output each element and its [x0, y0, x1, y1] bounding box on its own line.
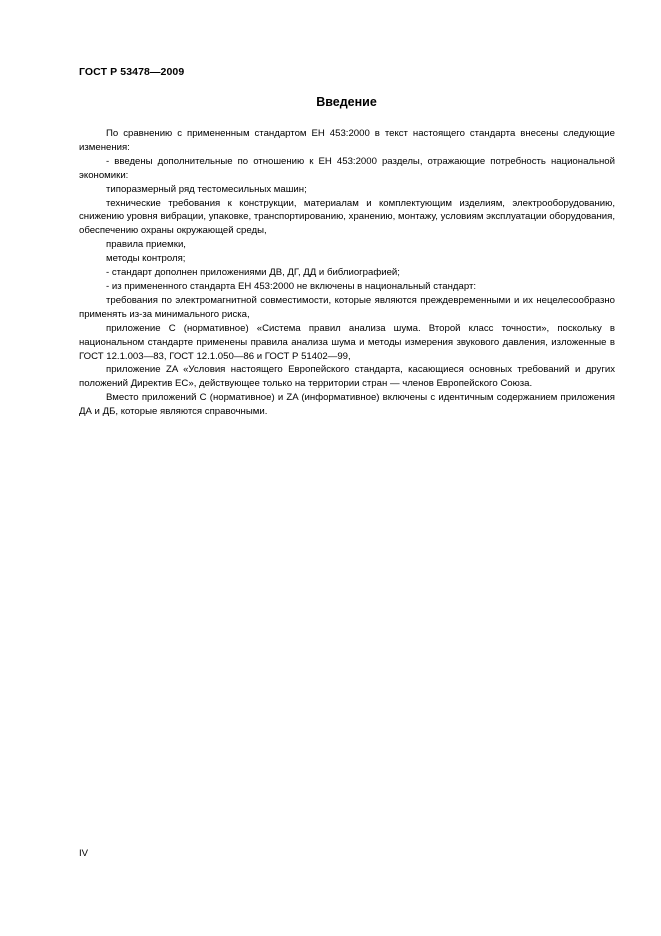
paragraph-control-methods: методы контроля; — [106, 253, 186, 265]
paragraph-annex-za: приложение ZA «Условия настоящего Европейского стандарта, касающиеся основных требований и других положений Директив ЕС», действующее только на территории стран — членов Европейского Союза. — [79, 364, 615, 390]
paragraph-annexes-added: - стандарт дополнен приложениями ДВ, ДГ, ДД и библиографией; — [106, 267, 400, 279]
paragraph-replacement: Вместо приложений С (нормативное) и ZA (информативное) включены с идентичным содержанием приложения ДА и ДБ, которые являются справочными. — [79, 392, 615, 418]
section-title: Введение — [316, 95, 377, 109]
paragraph-acceptance-rules: правила приемки, — [106, 239, 186, 251]
page-number: IV — [79, 848, 89, 859]
introduction-body — [79, 127, 615, 419]
paragraph-added-sections: - введены дополнительные по отношению к ЕН 453:2000 разделы, отражающие потребность национальной экономики: — [79, 155, 615, 181]
paragraph-excluded: - из примененного стандарта ЕН 453:2000 не включены в национальный стандарт: — [106, 280, 477, 292]
paragraph-intro: По сравнению с примененным стандартом ЕН 453:2000 в текст настоящего стандарта внесены следующие изменения: — [79, 128, 615, 153]
paragraph-emc-requirements: требования по электромагнитной совместимости, которые являются преждевременными и их нецелесообразно применять из-за минимального риска, — [79, 294, 615, 320]
paragraph-technical-requirements: технические требования к конструкции, материалам и комплектующим изделиям, электрооборудованию, снижению уровня вибрации, упаковке, транспортированию, хранению, монтажу, условиям эксплуатации оборудования, обеспечению охраны окружающей среды, — [79, 197, 615, 237]
paragraph-annex-c: приложение С (нормативное) «Система правил анализа шума. Второй класс точности», поскольку в национальном стандарте применены правила анализа шума и методы измерения звукового давления, изложенные в ГОСТ 12.1.003—83, ГОСТ 12.1.050—86 и ГОСТ Р 51402—99, — [79, 322, 615, 362]
document-header-standard-id: ГОСТ Р 53478—2009 — [79, 66, 185, 78]
paragraph-size-range: типоразмерный ряд тестомесильных машин; — [106, 183, 307, 195]
